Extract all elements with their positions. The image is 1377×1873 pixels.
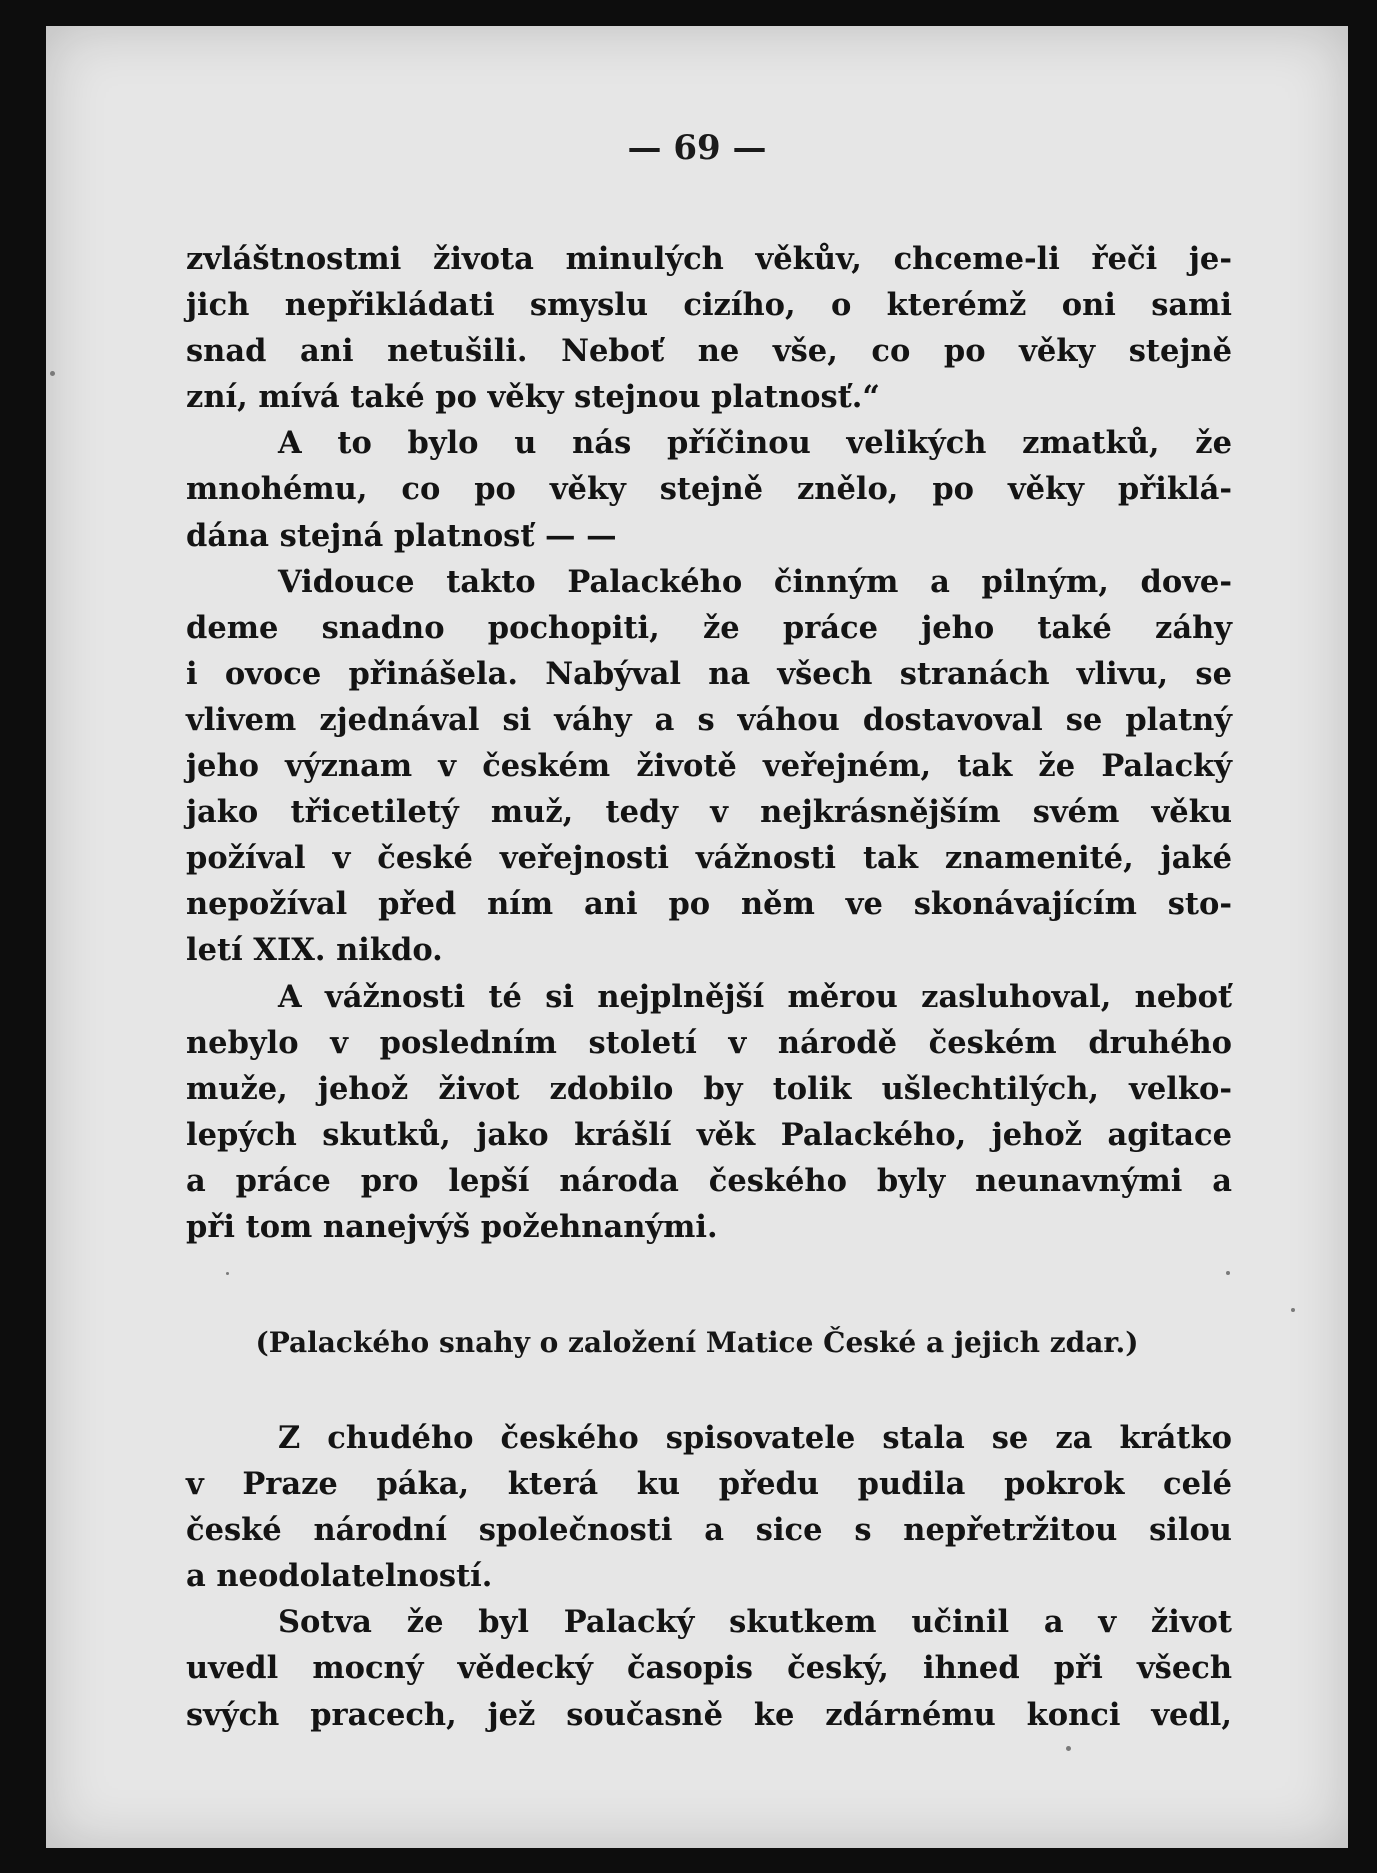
text-line: jeho význam v českém životě veřejném, tak že Palacký xyxy=(186,748,1232,785)
text-line: Vidouce takto Palackého činným a pilným, dove- xyxy=(278,563,1232,600)
text-line: české národní společnosti a sice s nepřetržitou silou xyxy=(186,1512,1232,1549)
text-line: v Praze páka, která ku předu pudila pokrok celé xyxy=(186,1466,1232,1503)
text-line: vlivem zjednával si váhy a s váhou dostavoval se platný xyxy=(186,701,1232,738)
text-line: Sotva že byl Palacký skutkem učinil a v život xyxy=(278,1604,1232,1641)
text-line: deme snadno pochopiti, že práce jeho také záhy xyxy=(186,609,1232,646)
section-heading: (Palackého snahy o založení Matice České a jejich zdar.) xyxy=(255,1326,1139,1359)
text-line: a práce pro lepší národa českého byly neunavnými a xyxy=(186,1162,1232,1199)
text-line: při tom nanejvýš požehnanými. xyxy=(186,1208,718,1245)
text-line: dána stejná platnosť — — xyxy=(186,517,617,554)
text-line: uvedl mocný vědecký časopis český, ihned při všech xyxy=(186,1650,1232,1687)
text-line: muže, jehož život zdobilo by tolik ušlechtilých, velko- xyxy=(186,1070,1232,1107)
book-page xyxy=(46,26,1348,1848)
text-line: nebylo v posledním století v národě českém druhého xyxy=(186,1024,1232,1061)
text-line: zní, mívá také po věky stejnou platnosť.“ xyxy=(186,379,880,416)
text-line: lepých skutků, jako krášlí věk Palackého, jehož agitace xyxy=(186,1116,1232,1153)
paper-speck xyxy=(1291,1308,1295,1312)
text-line: Z chudého českého spisovatele stala se za krátko xyxy=(278,1420,1232,1456)
text-line: svých pracech, jež současně ke zdárnému konci vedl, xyxy=(186,1696,1232,1733)
page-number: — 69 — xyxy=(627,128,767,168)
text-line: letí XIX. nikdo. xyxy=(186,932,443,969)
text-line: požíval v české veřejnosti vážnosti tak znamenité, jaké xyxy=(186,840,1232,877)
text-line: jako třicetiletý muž, tedy v nejkrásnějším svém věku xyxy=(186,794,1232,831)
text-line: A vážnosti té si nejplnější měrou zasluhoval, neboť xyxy=(278,978,1232,1015)
paper-speck xyxy=(1226,1271,1230,1275)
text-line: snad ani netušili. Neboť ne vše, co po věky stejně xyxy=(186,333,1232,370)
text-line: zvláštnostmi života minulých věkův, chceme-li řeči je- xyxy=(186,241,1232,277)
text-block-upper xyxy=(186,236,1232,1250)
paper-speck xyxy=(1066,1746,1071,1751)
text-line: nepožíval před ním ani po něm ve skonávajícím sto- xyxy=(186,886,1232,923)
text-block-lower xyxy=(186,1415,1232,1738)
paper-speck xyxy=(226,1272,229,1275)
paper-speck xyxy=(50,371,55,376)
text-line: A to bylo u nás příčinou velikých zmatků, že xyxy=(278,425,1232,462)
text-line: a neodolatelností. xyxy=(186,1558,493,1595)
text-line: jich nepřikládati smyslu cizího, o kterémž oni sami xyxy=(186,287,1232,324)
text-line: mnohému, co po věky stejně znělo, po věky přiklá- xyxy=(186,471,1232,508)
text-line: i ovoce přinášela. Nabýval na všech stranách vlivu, se xyxy=(186,655,1232,692)
